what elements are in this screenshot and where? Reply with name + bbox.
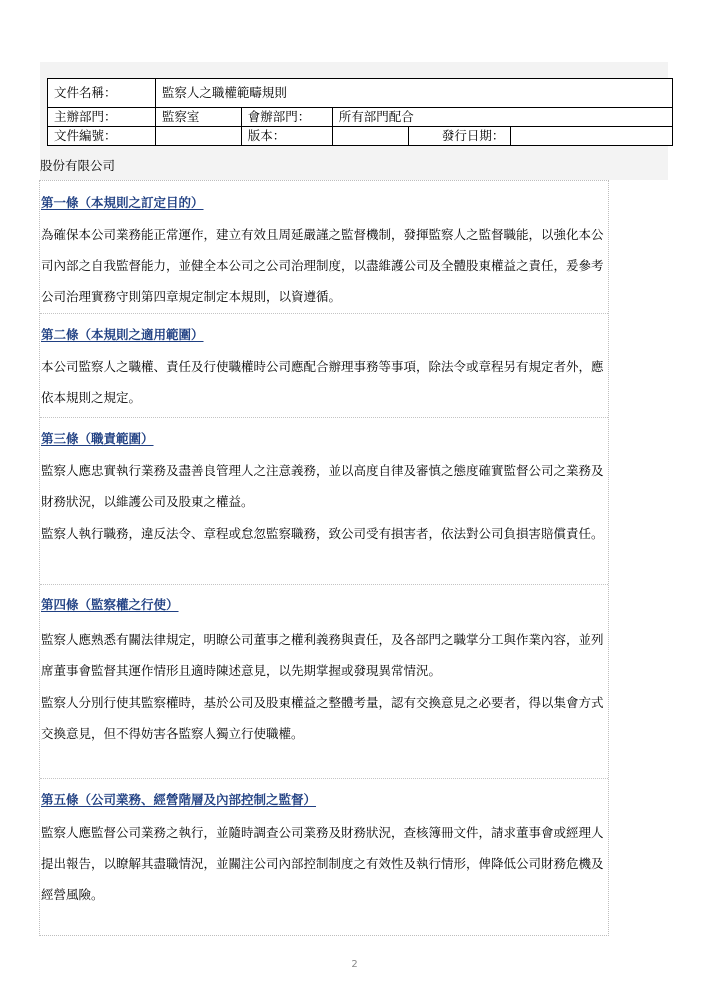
article-5 <box>40 778 608 935</box>
article-1 <box>40 181 608 313</box>
article-paragraph: 監察人應熟悉有關法律規定，明瞭公司董事之權利義務與責任，及各部門之職掌分工與作業內容，並列席董事會監督其運作情形且適時陳述意見，以先期掌握或發現異常情況。 <box>41 632 604 678</box>
doc-name-label: 文件名稱： <box>48 79 156 108</box>
doc-no-label: 文件編號： <box>48 127 156 146</box>
article-3 <box>40 417 608 584</box>
article-paragraph: 監察人應忠實執行業務及盡善良管理人之注意義務，並以高度自律及審慎之態度確實監督公司之業務及財務狀況，以維護公司及股東之權益。 <box>41 463 604 509</box>
doc-no-value <box>155 127 241 146</box>
dept-row <box>48 108 673 127</box>
doc-no-row <box>48 127 673 146</box>
version-value <box>332 127 408 146</box>
company-name: 股份有限公司 <box>40 158 116 173</box>
regulation-body <box>39 180 609 936</box>
doc-name-value: 監察人之職權範疇規則 <box>155 79 672 108</box>
co-dept-value: 所有部門配合 <box>332 108 672 127</box>
article-title: 第二條（本規則之適用範圍） <box>41 327 204 342</box>
article-paragraph: 監察人分別行使其監察權時，基於公司及股東權益之整體考量，認有交換意見之必要者，得以集會方式交換意見，但不得妨害各監察人獨立行使職權。 <box>41 695 604 741</box>
article-title: 第一條（本規則之訂定目的） <box>41 195 204 210</box>
article-paragraph: 監察人執行職務，違反法令、章程或怠忽監察職務，致公司受有損害者，依法對公司負損害賠償責任。 <box>41 526 604 541</box>
page-number: 2 <box>351 959 358 970</box>
article-2 <box>40 313 608 417</box>
article-title: 第五條（公司業務、經營階層及內部控制之監督） <box>41 792 317 807</box>
co-dept-label: 會辦部門： <box>241 108 332 127</box>
issue-date-value <box>511 127 673 146</box>
article-paragraph: 本公司監察人之職權、責任及行使職權時公司應配合辦理事務等事項，除法令或章程另有規定者外，應依本規則之規定。 <box>41 359 604 405</box>
issue-date-label: 發行日期： <box>408 127 511 146</box>
owner-dept-value: 監察室 <box>155 108 241 127</box>
owner-dept-label: 主辦部門： <box>48 108 156 127</box>
version-label: 版本： <box>241 127 332 146</box>
article-title: 第三條（職責範圍） <box>41 431 154 446</box>
document-info-table <box>47 78 673 146</box>
article-paragraph: 為確保本公司業務能正常運作，建立有效且周延嚴謹之監督機制，發揮監察人之監督職能，以強化本公司內部之自我監督能力，並健全本公司之公司治理制度，以盡維護公司及全體股東權益之責任，爰參考公司治理實務守則第四章規定制定本規則，以資遵循。 <box>41 227 604 304</box>
doc-name-row <box>48 79 673 108</box>
article-4 <box>40 584 608 778</box>
article-paragraph: 監察人應監督公司業務之執行，並隨時調查公司業務及財務狀況，查核簿冊文件，請求董事會或經理人提出報告，以瞭解其盡職情況，並關注公司內部控制制度之有效性及執行情形，俾降低公司財務危機及經營風險。 <box>41 825 604 902</box>
article-title: 第四條（監察權之行使） <box>41 597 179 612</box>
